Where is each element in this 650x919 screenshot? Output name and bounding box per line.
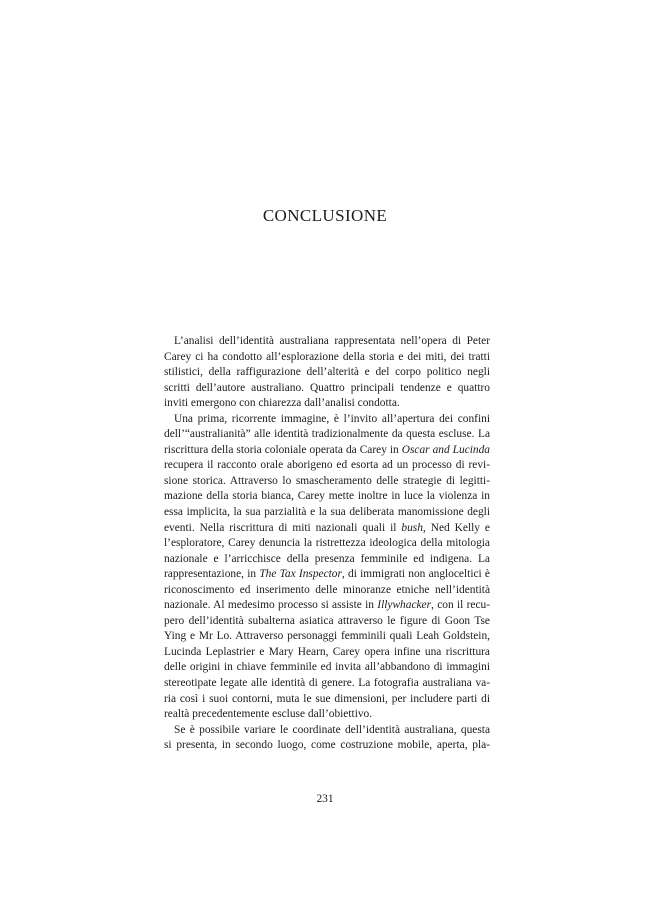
italic-title: Illywhacker: [377, 599, 432, 612]
text-line: Carey ci ha condotto all’esplorazione della storia e dei miti, dei tratti: [164, 350, 490, 363]
text-line: stereotipate legate alle identità di genere. La fotografia australiana va-: [164, 677, 490, 690]
text-line: ria così i suoi contorni, muta le sue dimensioni, per includere parti di: [164, 692, 490, 705]
page-number: 231: [316, 793, 334, 805]
text-line: l’esploratore, Carey denuncia la ristrettezza ideologica della mitologia: [164, 537, 490, 550]
text-line: rappresentazione, in The Tax Inspector, di immigrati non angloceltici è: [164, 568, 490, 581]
paragraph: [164, 723, 490, 754]
text-line: riconoscimento ed inserimento delle minoranze etniche nell’identità: [164, 583, 490, 596]
paragraph: [164, 334, 490, 412]
text-line: eventi. Nella riscrittura di miti nazionali quali il bush, Ned Kelly e: [164, 521, 490, 534]
text-line: essa implicita, la sua parzialità e la sua deliberata manomissione degli: [164, 506, 490, 519]
italic-title: The Tax Inspector: [259, 568, 342, 581]
text-line: riscrittura della storia coloniale operata da Carey in Oscar and Lucinda: [164, 443, 491, 456]
text-line: pero dell’identità subalterna asiatica attraverso le figure di Goon Tse: [164, 614, 490, 627]
italic-title: bush: [401, 521, 423, 534]
text-line: Se è possibile variare le coordinate dell’identità australiana, questa: [174, 723, 490, 736]
text-line: dell’“australianità” alle identità tradizionalmente da questa escluse. La: [164, 428, 490, 441]
text-line: stilistici, della raffigurazione dell’alterità e del corpo politico negli: [164, 366, 490, 379]
italic-title: Oscar and Lucinda: [401, 443, 491, 456]
text-line: inviti emergono con chiarezza dall’analisi condotta.: [164, 397, 400, 410]
text-line: realtà precedentemente escluse dall’obiettivo.: [164, 708, 373, 721]
text-line: Ying e Mr Lo. Attraverso personaggi femminili quali Leah Goldstein,: [164, 630, 490, 643]
text-line: Una prima, ricorrente immagine, è l’invito all’apertura dei confini: [174, 412, 490, 425]
body-text: [164, 334, 490, 754]
text-line: nazionale. Al medesimo processo si assiste in Illywhacker, con il recu-: [164, 599, 491, 612]
paragraph: [164, 412, 490, 723]
chapter-title: CONCLUSIONE: [262, 206, 388, 225]
text-line: scritti dell’autore australiano. Quattro principali tendenze e quattro: [164, 381, 490, 394]
text-line: delle origini in chiave femminile ed invita all’abbandono di immagini: [164, 661, 490, 674]
text-line: mazione della storia bianca, Carey mette inoltre in luce la violenza in: [164, 490, 490, 503]
text-line: L’analisi dell’identità australiana rappresentata nell’opera di Peter: [174, 335, 490, 347]
text-line: nazionale e l’arricchisce della presenza femminile ed indigena. La: [164, 552, 490, 565]
text-line: si presenta, in secondo luogo, come costruzione mobile, aperta, pla-: [164, 739, 490, 752]
text-line: Lucinda Leplastrier e Mary Hearn, Carey opera infine una riscrittura: [164, 645, 490, 658]
text-line: recupera il racconto orale aborigeno ed esorta ad un processo di revi-: [164, 459, 490, 472]
text-line: sione storica. Attraverso lo smascheramento delle strategie di legitti-: [164, 474, 490, 487]
